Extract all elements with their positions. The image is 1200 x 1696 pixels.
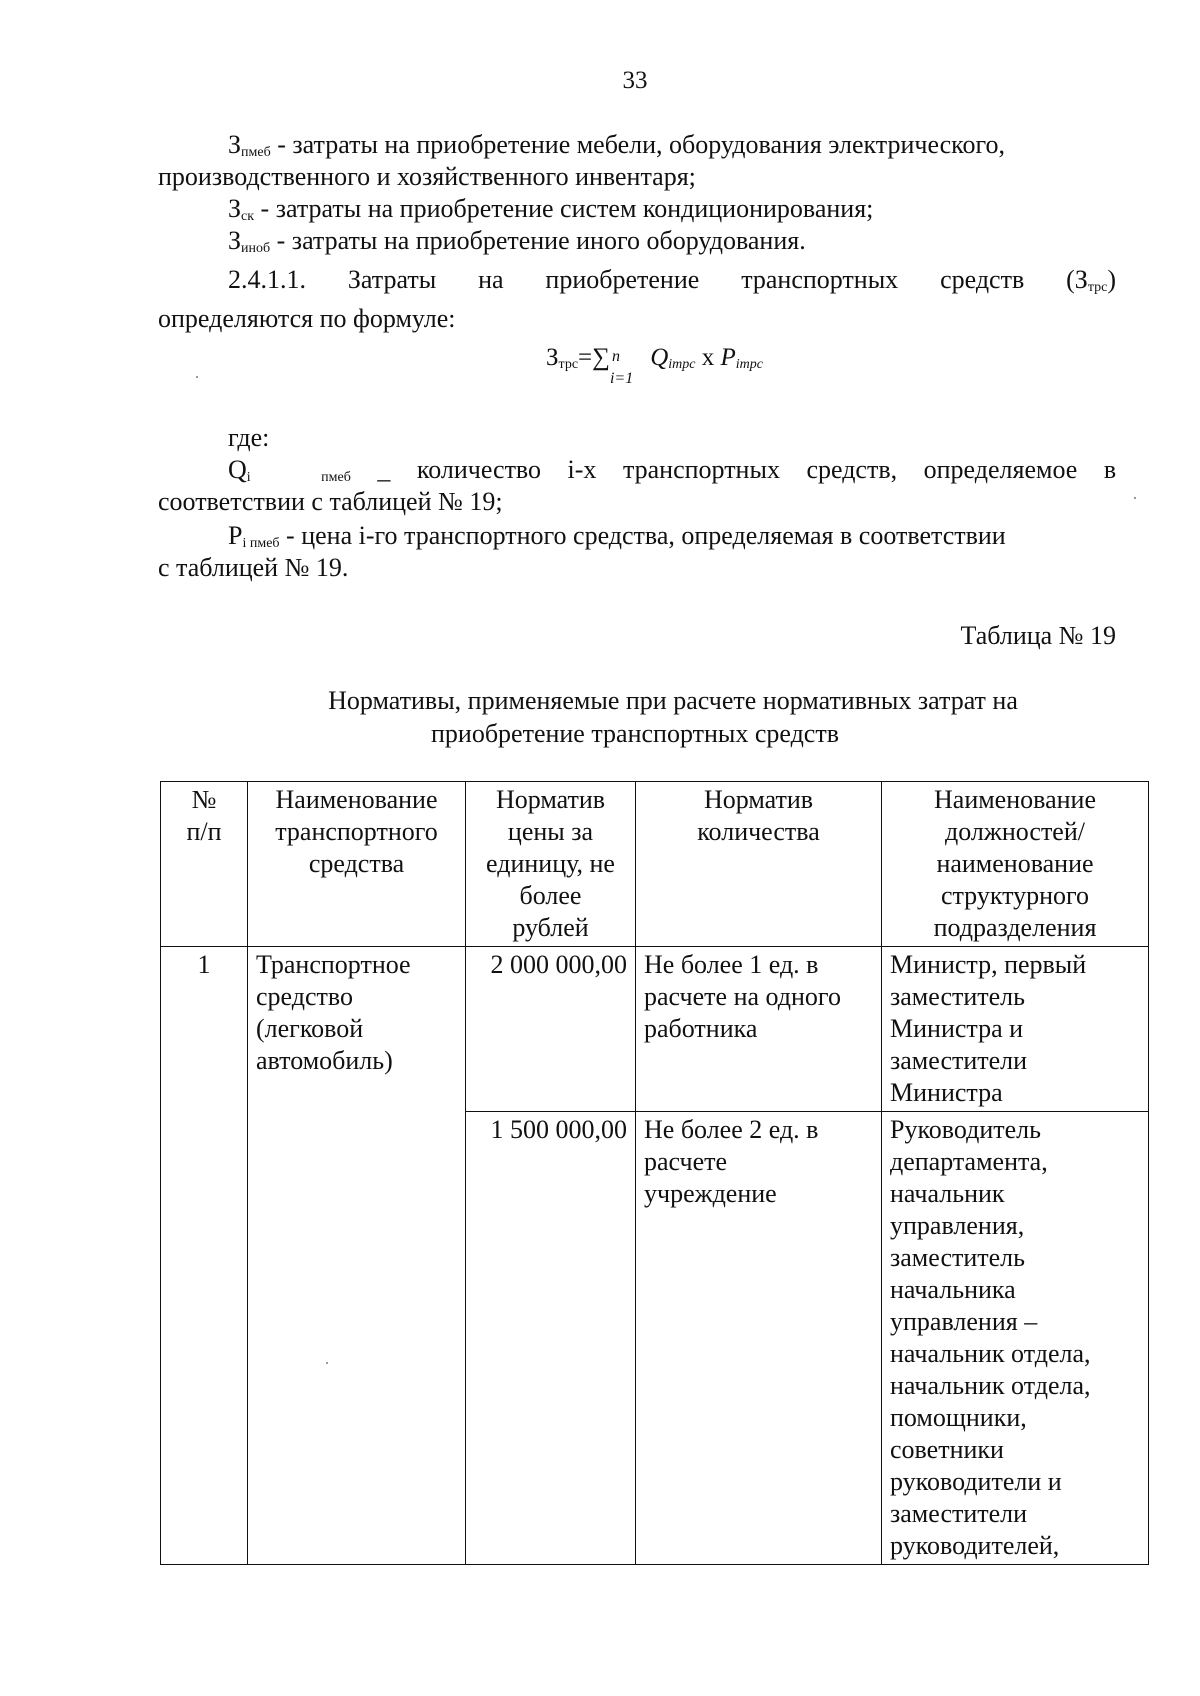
cell-line: заместители bbox=[890, 1046, 1028, 1075]
positions-cell bbox=[882, 947, 1149, 1112]
cell-line: расчете bbox=[644, 1147, 728, 1176]
var-q-line bbox=[228, 454, 1116, 487]
header-line: подразделения bbox=[933, 913, 1097, 942]
subscript: ск bbox=[241, 209, 255, 224]
cell-line: автомобиль) bbox=[256, 1046, 393, 1075]
cell-line: советники bbox=[890, 1435, 1004, 1464]
section-number: 2.4.1.1. bbox=[228, 265, 306, 294]
sum-sup: n bbox=[611, 348, 620, 365]
qty-cell bbox=[636, 947, 882, 1112]
table-row bbox=[161, 947, 1149, 1112]
cell-line: Транспортное bbox=[256, 950, 411, 979]
definition-text: - затраты на приобретение мебели, оборудования электрического, bbox=[277, 130, 1005, 159]
header-qty bbox=[636, 782, 882, 947]
scan-speck bbox=[196, 376, 198, 378]
definition-inob bbox=[228, 225, 806, 258]
sum-sign: =∑ bbox=[578, 344, 610, 371]
section-word: транспортных bbox=[741, 265, 899, 294]
var-p-line2: с таблицей № 19. bbox=[158, 553, 349, 582]
cell-line: расчете на одного bbox=[644, 982, 841, 1011]
where-label: где: bbox=[228, 423, 270, 452]
formula-p: P bbox=[720, 344, 736, 371]
cell-line: учреждение bbox=[644, 1179, 777, 1208]
var-p-text: - цена i-го транспортного средства, определяемая в соответствии bbox=[286, 521, 1006, 550]
section-line2: определяются по формуле: bbox=[158, 304, 456, 333]
cell-line: Не более 2 ед. в bbox=[644, 1115, 819, 1144]
formula-p-sub: iтрс bbox=[735, 357, 763, 372]
definition-text: - затраты на приобретение иного оборудования. bbox=[276, 226, 806, 255]
header-line: более bbox=[519, 881, 582, 910]
page-number: 33 bbox=[622, 67, 648, 94]
cell-line: начальника bbox=[890, 1275, 1016, 1304]
times-sign: х bbox=[701, 344, 715, 371]
word: транспортных bbox=[622, 455, 780, 484]
header-line: рублей bbox=[512, 913, 589, 942]
row-num: 1 bbox=[161, 947, 248, 1565]
positions-cell bbox=[882, 1112, 1149, 1565]
cell-line: руководителей, bbox=[890, 1531, 1060, 1560]
cell-line: Министра bbox=[890, 1078, 1003, 1107]
header-line: Наименование bbox=[934, 785, 1096, 814]
header-line: структурного bbox=[940, 881, 1090, 910]
table-title-line2: приобретение транспортных средств bbox=[430, 719, 839, 748]
symbol: P bbox=[228, 521, 243, 550]
header-price bbox=[466, 782, 636, 947]
definition-pmeb-cont: производственного и хозяйственного инвентаря; bbox=[158, 162, 696, 191]
formula-lhs-sub: трс bbox=[558, 357, 579, 372]
cell-line: работника bbox=[644, 1014, 758, 1043]
cell-line: заместитель bbox=[890, 1243, 1026, 1272]
word: определяемое bbox=[923, 455, 1078, 484]
header-line: транспортного bbox=[275, 817, 438, 846]
table-title-line1: Нормативы, применяемые при расчете нормативных затрат на bbox=[328, 686, 1018, 715]
header-line: Норматив bbox=[495, 785, 606, 814]
var-p-line bbox=[228, 520, 1006, 553]
cell-line: начальник отдела, bbox=[890, 1371, 1091, 1400]
header-line: наименование bbox=[936, 849, 1094, 878]
section-word: Затраты bbox=[347, 265, 437, 294]
cell-line: руководители и bbox=[890, 1467, 1062, 1496]
section-word: на bbox=[478, 265, 504, 294]
word: средств, bbox=[806, 455, 898, 484]
word: количество bbox=[416, 455, 542, 484]
norms-table bbox=[160, 781, 1149, 1565]
header-name bbox=[248, 782, 466, 947]
subscript: i пмеб bbox=[246, 470, 351, 485]
symbol: З bbox=[228, 194, 242, 223]
table-label: Таблица № 19 bbox=[960, 621, 1116, 650]
var-q-symbol bbox=[228, 455, 351, 484]
cell-line: управления – bbox=[890, 1307, 1038, 1336]
cell-line: департамента, bbox=[890, 1147, 1048, 1176]
header-line: Норматив bbox=[703, 785, 814, 814]
dash: _ bbox=[377, 455, 391, 484]
subscript: пмеб bbox=[241, 145, 271, 160]
header-line: Наименование bbox=[275, 785, 438, 814]
price-cell: 1 500 000,00 bbox=[466, 1112, 636, 1565]
definition-pmeb bbox=[228, 129, 1005, 162]
cell-line: средство bbox=[256, 982, 353, 1011]
symbol: Q bbox=[228, 455, 247, 484]
header-line: № bbox=[191, 785, 217, 814]
vehicle-name bbox=[248, 947, 466, 1565]
header-positions bbox=[882, 782, 1149, 947]
section-word: приобретение bbox=[545, 265, 700, 294]
section-symbol: $(З_{трс})$ bbox=[1066, 265, 1117, 295]
header-line: должностей/ bbox=[945, 817, 1085, 846]
symbol: З bbox=[228, 130, 242, 159]
definition-sk bbox=[228, 193, 873, 226]
cell-line: Министр, первый bbox=[890, 950, 1087, 979]
header-line: п/п bbox=[186, 817, 222, 846]
cell-line: управления, bbox=[890, 1211, 1025, 1240]
var-q-line2: соответствии с таблицей № 19; bbox=[158, 487, 503, 516]
formula-lhs: З bbox=[546, 344, 559, 371]
cell-line: Руководитель bbox=[890, 1115, 1041, 1144]
symbol: З bbox=[1074, 265, 1088, 294]
definition-text: - затраты на приобретение систем кондиционирования; bbox=[260, 194, 874, 223]
formula bbox=[546, 343, 763, 387]
subscript: трс bbox=[1087, 280, 1108, 295]
header-line: средства bbox=[308, 849, 405, 878]
header-line: количества bbox=[697, 817, 820, 846]
cell-line: Не более 1 ед. в bbox=[644, 950, 819, 979]
scan-speck bbox=[1134, 497, 1136, 499]
section-word: средств bbox=[940, 265, 1025, 294]
cell-line: (легковой bbox=[256, 1014, 364, 1043]
header-line: цены за bbox=[507, 817, 594, 846]
cell-line: помощники, bbox=[890, 1403, 1027, 1432]
word: i-х bbox=[567, 455, 597, 484]
qty-cell bbox=[636, 1112, 882, 1565]
header-line: единицу, не bbox=[486, 849, 615, 878]
price-cell: 2 000 000,00 bbox=[466, 947, 636, 1112]
cell-line: заместители bbox=[890, 1499, 1028, 1528]
subscript: i пмеб bbox=[242, 536, 280, 551]
subscript: иноб bbox=[241, 241, 271, 256]
table-header-row bbox=[161, 782, 1149, 947]
cell-line: Министра и bbox=[890, 1014, 1024, 1043]
cell-line: начальник отдела, bbox=[890, 1339, 1091, 1368]
cell-line: начальник bbox=[890, 1179, 1005, 1208]
sum-sub: i=1 bbox=[609, 370, 634, 387]
cell-line: заместитель bbox=[890, 982, 1026, 1011]
scan-speck bbox=[326, 1362, 328, 1364]
section-heading-line bbox=[228, 264, 1116, 297]
formula-q: Q bbox=[650, 344, 669, 371]
header-num bbox=[161, 782, 248, 947]
formula-q-sub: iтрс bbox=[668, 357, 696, 372]
word: в bbox=[1103, 455, 1117, 484]
symbol: З bbox=[228, 226, 242, 255]
